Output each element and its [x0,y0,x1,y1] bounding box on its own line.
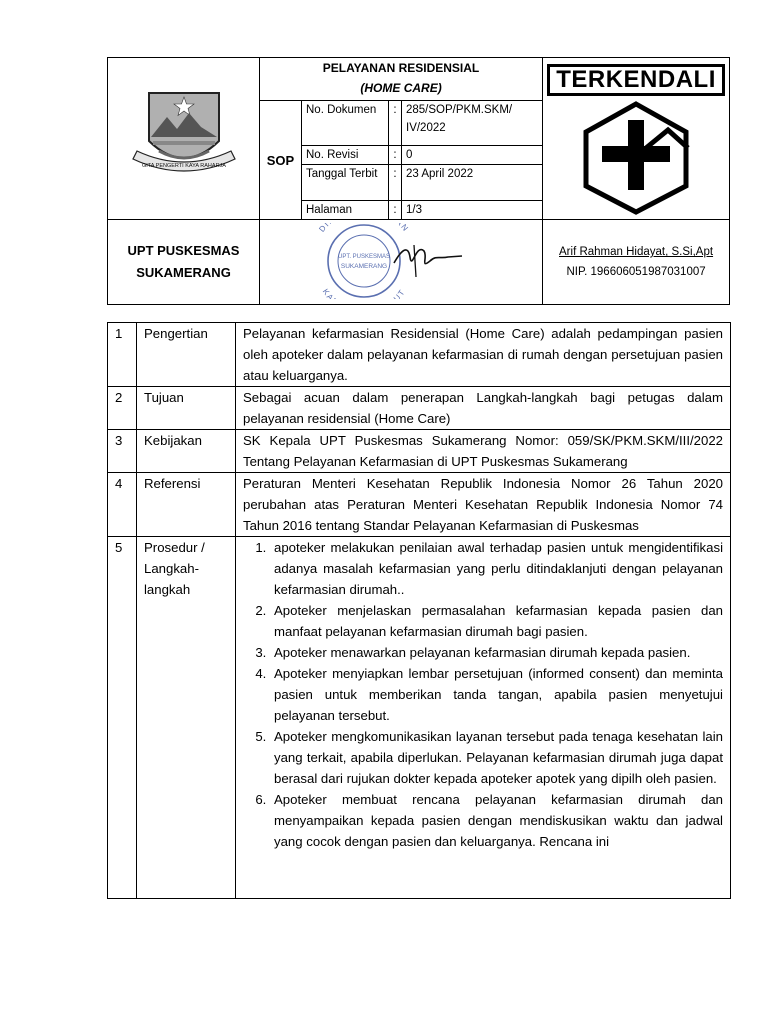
signer-nip: NIP. 196606051987031007 [566,266,706,278]
field-label-no-dokumen: No. Dokumen [302,101,389,146]
list-item: 4. Apoteker menyiapkan lembar persetujuan (informed consent) dan meminta pasien untuk memberikan tanda tangan, apabila pasien menyetujui pelayanan tersebut. [270,663,723,726]
title-line-1: PELAYANAN RESIDENSIAL [322,61,480,75]
row-text: Sebagai acuan dalam penerapan Langkah-langkah bagi petugas dalam pelayanan residensial (Home Care) [236,387,731,430]
field-value-tanggal-terbit: 23 April 2022 [402,165,543,201]
row-text: SK Kepala UPT Puskesmas Sukamerang Nomor: 059/SK/PKM.SKM/III/2022 Tentang Pelayanan Kefarmasian di UPT Puskesmas Sukamerang [236,430,731,473]
stamp-signature-cell [260,220,543,305]
stamp-ring-top: DI N [317,222,411,234]
sop-label: SOP [260,101,302,220]
logo-ribbon-text: GITA PENGERTI KAYA RAHARJA [141,163,226,169]
list-item: 3. Apoteker menawarkan pelayanan kefarmasian dirumah kepada pasien. [270,642,723,663]
table-row [108,537,731,899]
document-title [260,58,543,101]
org-line-1: UPT PUSKESMAS [127,243,240,258]
field-colon: : [389,146,402,165]
row-label: Tujuan [137,387,236,430]
field-label-no-revisi: No. Revisi [302,146,389,165]
row-label: Referensi [137,473,236,537]
regency-logo-cell [108,58,260,220]
procedure-label-3: langkah [144,582,191,597]
terkendali-stamp-cell [543,58,730,220]
procedure-steps-list [243,537,723,852]
stamp-ring-bottom: KA UT [320,286,408,299]
row-text: Pelayanan kefarmasian Residensial (Home Care) adalah pedampingan pasien oleh apoteker dalam pelayanan kefarmasian di rumah dengan persetujuan pasien atau keluarganya. [236,323,731,387]
row-label [137,537,236,899]
list-item: 5. Apoteker mengkomunikasikan layanan tersebut pada tenaga kesehatan lain yang terkait, apabila diperlukan. Pelayanan kefarmasian dirumah juga dapat berasal dari rujukan dokter kepada apoteker apotek yang dipilh oleh pasien. [270,726,723,789]
field-label-tanggal-terbit: Tanggal Terbit [302,165,389,201]
puskesmas-cross-logo [576,100,696,216]
sop-content-table [107,322,731,899]
row-text: Peraturan Menteri Kesehatan Republik Indonesia Nomor 26 Tahun 2020 perubahan atas Peraturan Menteri Kesehatan Republik Indonesia Nomor 74 Tahun 2016 tentang Standar Pelayanan Kefarmasian di Puskesmas [236,473,731,537]
row-number: 3 [108,430,137,473]
org-line-2: SUKAMERANG [136,265,231,280]
organization-name [108,220,260,305]
title-line-2: (HOME CARE) [360,81,442,95]
table-row [108,387,731,430]
signer-block [543,220,730,305]
stamp-center-2: SUKAMERANG [340,262,388,270]
row-number: 1 [108,323,137,387]
signer-name: Arif Rahman Hidayat, S.Si,Apt [559,246,714,258]
official-stamp-and-signature [302,223,482,299]
field-colon: : [389,101,402,146]
table-row [108,323,731,387]
field-value-no-dokumen: 285/SOP/PKM.SKM/ IV/2022 [402,101,543,146]
stamp-center-1: UPT. PUSKESMAS [337,253,391,260]
row-label: Kebijakan [137,430,236,473]
field-value-no-revisi: 0 [402,146,543,165]
row-number: 2 [108,387,137,430]
procedure-steps-cell [236,537,731,899]
sop-header-table [107,57,730,305]
list-item: 6. Apoteker membuat rencana pelayanan kefarmasian dirumah dan menyampaikan kepada pasien dengan mendiskusikan waktu dan jadwal yang cocok dengan pasien dan keluarganya. Rencana ini [270,789,723,852]
field-colon: : [389,201,402,220]
procedure-label-2: Langkah- [144,561,199,576]
list-item: 1. apoteker melakukan penilaian awal terhadap pasien untuk mengidentifikasi adanya masalah kefarmasian yang perlu ditindaklanjuti dengan pelayanan kefarmasian dirumah.. [270,537,723,600]
terkendali-stamp: TERKENDALI [547,64,725,96]
field-value-halaman: 1/3 [402,201,543,220]
garut-regency-logo [129,87,239,187]
list-item: 2. Apoteker menjelaskan permasalahan kefarmasian kepada pasien dan manfaat pelayanan kefarmasian dirumah bagi pasien. [270,600,723,642]
table-row [108,430,731,473]
table-row [108,473,731,537]
row-number: 4 [108,473,137,537]
row-label: Pengertian [137,323,236,387]
field-label-halaman: Halaman [302,201,389,220]
procedure-label-1: Prosedur / [144,540,205,555]
row-number: 5 [108,537,137,899]
field-colon: : [389,165,402,201]
